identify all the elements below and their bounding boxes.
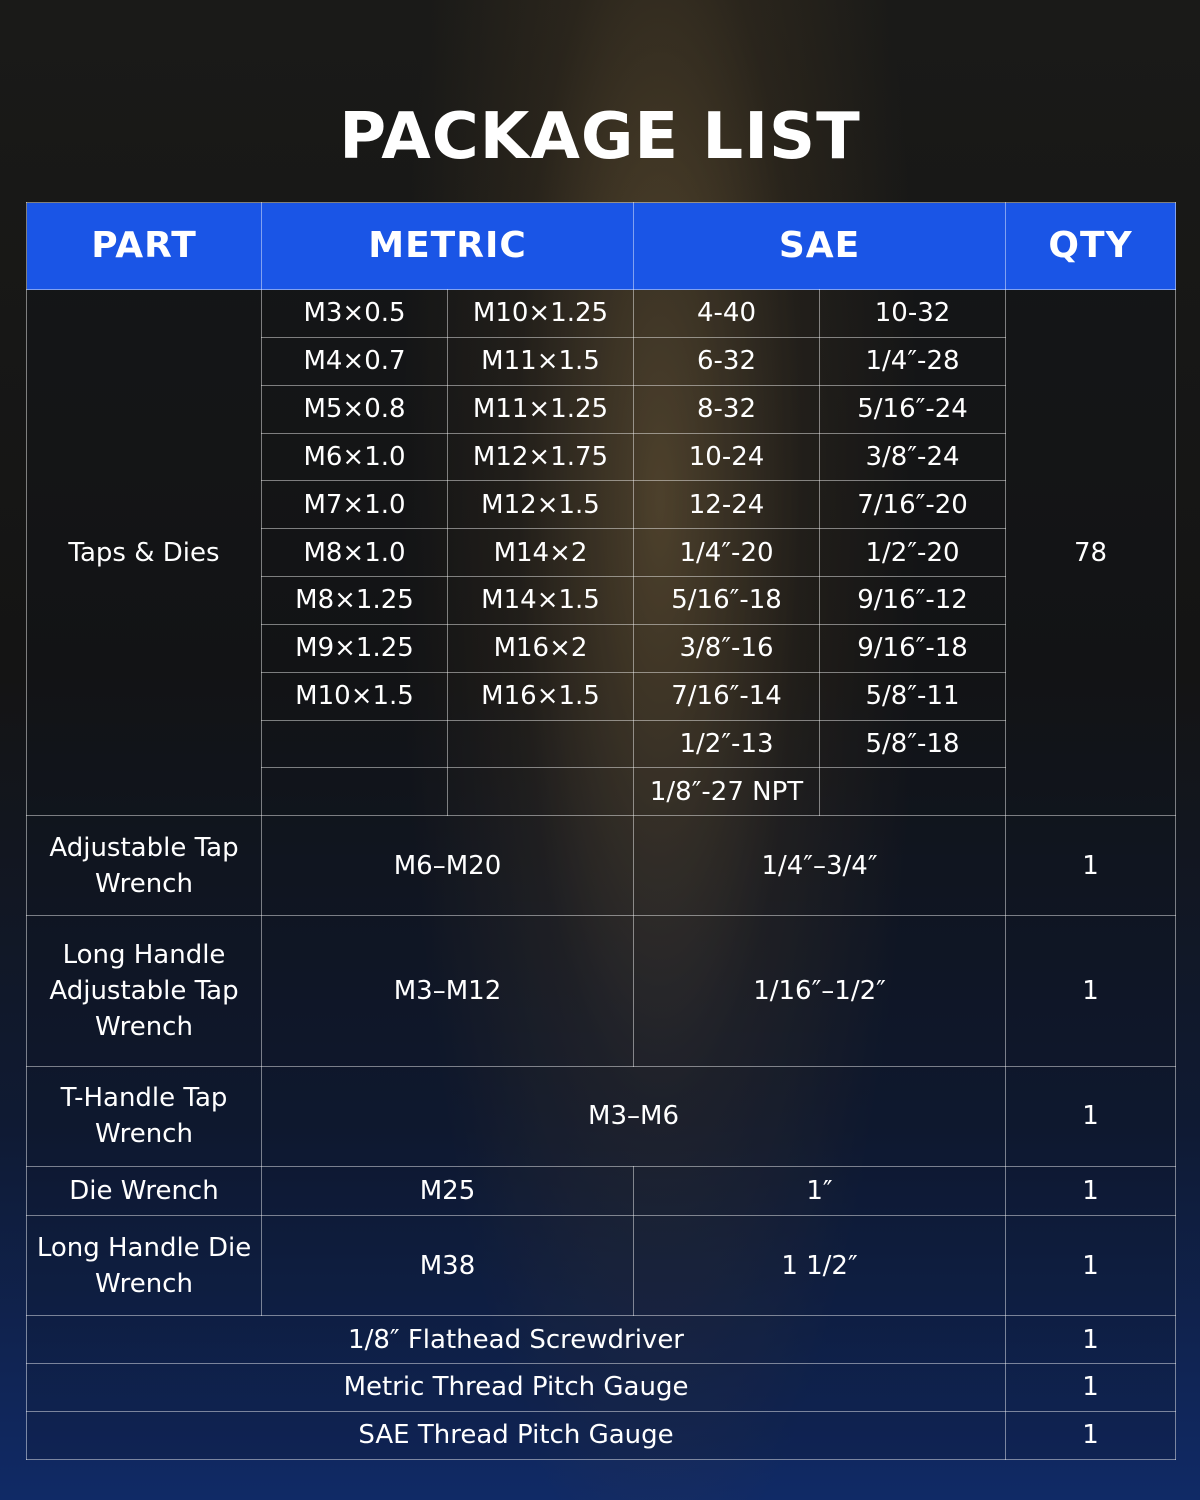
metric-cell: M8×1.0 xyxy=(262,529,448,577)
table-row xyxy=(27,1066,1176,1166)
page-title: PACKAGE LIST xyxy=(339,100,861,174)
table-row xyxy=(27,1411,1176,1459)
header-row xyxy=(27,203,1176,290)
metric-cell-empty xyxy=(262,720,448,768)
metric-cell: M14×2 xyxy=(448,529,634,577)
qty-cell: 1 xyxy=(1006,1216,1176,1316)
sae-cell: 9/16″-12 xyxy=(820,577,1006,625)
sae-cell: 1/4″-20 xyxy=(634,529,820,577)
table-row xyxy=(27,816,1176,916)
qty-cell: 1 xyxy=(1006,1066,1176,1166)
sae-cell: 7/16″-14 xyxy=(634,672,820,720)
metric-cell: M12×1.75 xyxy=(448,433,634,481)
qty-cell: 1 xyxy=(1006,1316,1176,1364)
sae-cell: 5/8″-11 xyxy=(820,672,1006,720)
sae-cell: 1/2″-13 xyxy=(634,720,820,768)
sae-cell: 1 1/2″ xyxy=(634,1216,1006,1316)
sae-cell: 9/16″-18 xyxy=(820,624,1006,672)
part-cell: Long Handle Die Wrench xyxy=(27,1216,262,1316)
part-cell: Long Handle Adjustable Tap Wrench xyxy=(27,916,262,1067)
metric-cell: M9×1.25 xyxy=(262,624,448,672)
qty-cell: 78 xyxy=(1006,290,1176,816)
table-row xyxy=(27,290,1176,338)
sae-cell: 5/16″-18 xyxy=(634,577,820,625)
metric-cell: M10×1.25 xyxy=(448,290,634,338)
sae-cell: 1/16″–1/2″ xyxy=(634,916,1006,1067)
part-cell: 1/8″ Flathead Screwdriver xyxy=(27,1316,1006,1364)
qty-cell: 1 xyxy=(1006,916,1176,1067)
part-cell: Adjustable Tap Wrench xyxy=(27,816,262,916)
metric-cell: M11×1.5 xyxy=(448,337,634,385)
part-cell: T-Handle Tap Wrench xyxy=(27,1066,262,1166)
qty-cell: 1 xyxy=(1006,816,1176,916)
qty-cell: 1 xyxy=(1006,1166,1176,1216)
table-row xyxy=(27,1216,1176,1316)
metric-cell: M6–M20 xyxy=(262,816,634,916)
metric-cell: M3×0.5 xyxy=(262,290,448,338)
sae-cell: 8-32 xyxy=(634,385,820,433)
header-part: PART xyxy=(27,203,262,290)
sae-cell: 6-32 xyxy=(634,337,820,385)
sae-cell: 1/4″–3/4″ xyxy=(634,816,1006,916)
metric-cell: M7×1.0 xyxy=(262,481,448,529)
part-cell: Metric Thread Pitch Gauge xyxy=(27,1364,1006,1412)
metric-cell: M3–M12 xyxy=(262,916,634,1067)
part-cell: Die Wrench xyxy=(27,1166,262,1216)
metric-cell: M12×1.5 xyxy=(448,481,634,529)
sae-cell: 5/8″-18 xyxy=(820,720,1006,768)
part-cell: Taps & Dies xyxy=(27,290,262,816)
sae-cell: 1/2″-20 xyxy=(820,529,1006,577)
sae-cell: 7/16″-20 xyxy=(820,481,1006,529)
metric-cell: M10×1.5 xyxy=(262,672,448,720)
metric-cell: M25 xyxy=(262,1166,634,1216)
metric-cell: M16×2 xyxy=(448,624,634,672)
sae-cell: 5/16″-24 xyxy=(820,385,1006,433)
sae-cell: 1/4″-28 xyxy=(820,337,1006,385)
sae-cell: 4-40 xyxy=(634,290,820,338)
table-row xyxy=(27,1316,1176,1364)
sae-cell-empty xyxy=(820,768,1006,816)
header-sae: SAE xyxy=(634,203,1006,290)
metric-cell-empty xyxy=(448,768,634,816)
metric-cell: M14×1.5 xyxy=(448,577,634,625)
metric-cell: M6×1.0 xyxy=(262,433,448,481)
metric-cell: M16×1.5 xyxy=(448,672,634,720)
sae-cell: 1/8″-27 NPT xyxy=(634,768,820,816)
qty-cell: 1 xyxy=(1006,1411,1176,1459)
metric-cell-empty xyxy=(262,768,448,816)
part-cell: SAE Thread Pitch Gauge xyxy=(27,1411,1006,1459)
metric-cell: M4×0.7 xyxy=(262,337,448,385)
sae-cell: 3/8″-16 xyxy=(634,624,820,672)
metric-cell: M5×0.8 xyxy=(262,385,448,433)
table-row xyxy=(27,1364,1176,1412)
sae-cell: 12-24 xyxy=(634,481,820,529)
metric-cell-empty xyxy=(448,720,634,768)
package-list-table xyxy=(26,202,1176,1460)
sae-cell: 10-24 xyxy=(634,433,820,481)
size-range-cell: M3–M6 xyxy=(262,1066,1006,1166)
table-row xyxy=(27,1166,1176,1216)
table-row xyxy=(27,916,1176,1067)
metric-cell: M8×1.25 xyxy=(262,577,448,625)
header-qty: QTY xyxy=(1006,203,1176,290)
sae-cell: 10-32 xyxy=(820,290,1006,338)
sae-cell: 3/8″-24 xyxy=(820,433,1006,481)
header-metric: METRIC xyxy=(262,203,634,290)
metric-cell: M11×1.25 xyxy=(448,385,634,433)
sae-cell: 1″ xyxy=(634,1166,1006,1216)
metric-cell: M38 xyxy=(262,1216,634,1316)
qty-cell: 1 xyxy=(1006,1364,1176,1412)
